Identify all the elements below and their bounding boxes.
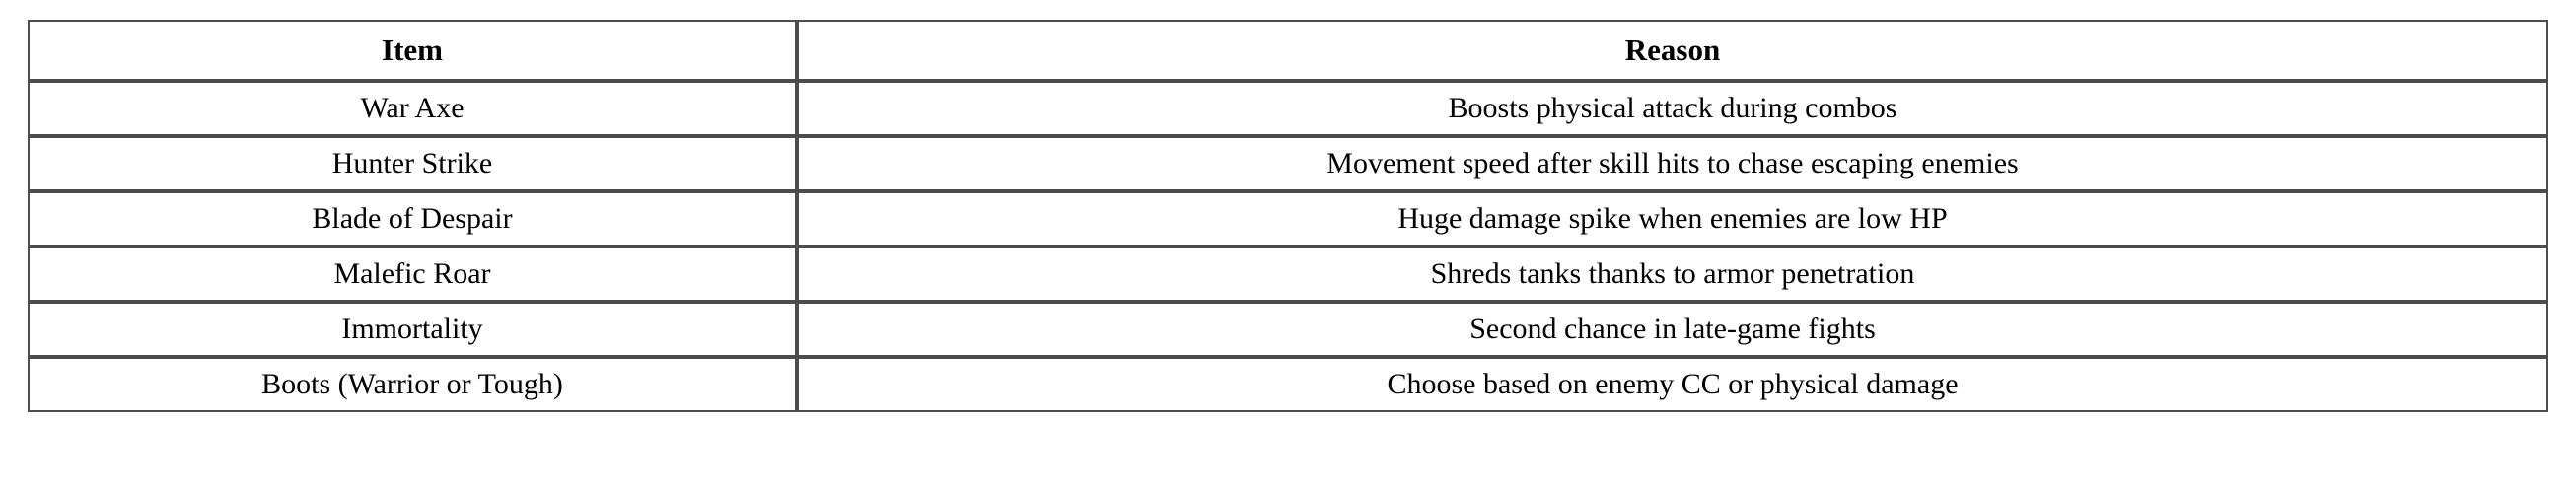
cell-reason: Second chance in late-game fights <box>797 302 2548 357</box>
cell-reason: Huge damage spike when enemies are low HP <box>797 191 2548 246</box>
cell-item: Hunter Strike <box>28 136 797 191</box>
item-reason-table <box>28 20 2548 412</box>
cell-item: Malefic Roar <box>28 246 797 302</box>
cell-item: Blade of Despair <box>28 191 797 246</box>
cell-reason: Choose based on enemy CC or physical damage <box>797 357 2548 412</box>
table-row <box>28 81 2548 136</box>
table-row <box>28 246 2548 302</box>
cell-reason: Movement speed after skill hits to chase escaping enemies <box>797 136 2548 191</box>
column-header-reason: Reason <box>797 20 2548 81</box>
table-row <box>28 357 2548 412</box>
cell-reason: Shreds tanks thanks to armor penetration <box>797 246 2548 302</box>
table-row <box>28 191 2548 246</box>
table-row <box>28 136 2548 191</box>
table-header-row <box>28 20 2548 81</box>
table-row <box>28 302 2548 357</box>
cell-reason: Boosts physical attack during combos <box>797 81 2548 136</box>
cell-item: War Axe <box>28 81 797 136</box>
cell-item: Immortality <box>28 302 797 357</box>
column-header-item: Item <box>28 20 797 81</box>
cell-item: Boots (Warrior or Tough) <box>28 357 797 412</box>
